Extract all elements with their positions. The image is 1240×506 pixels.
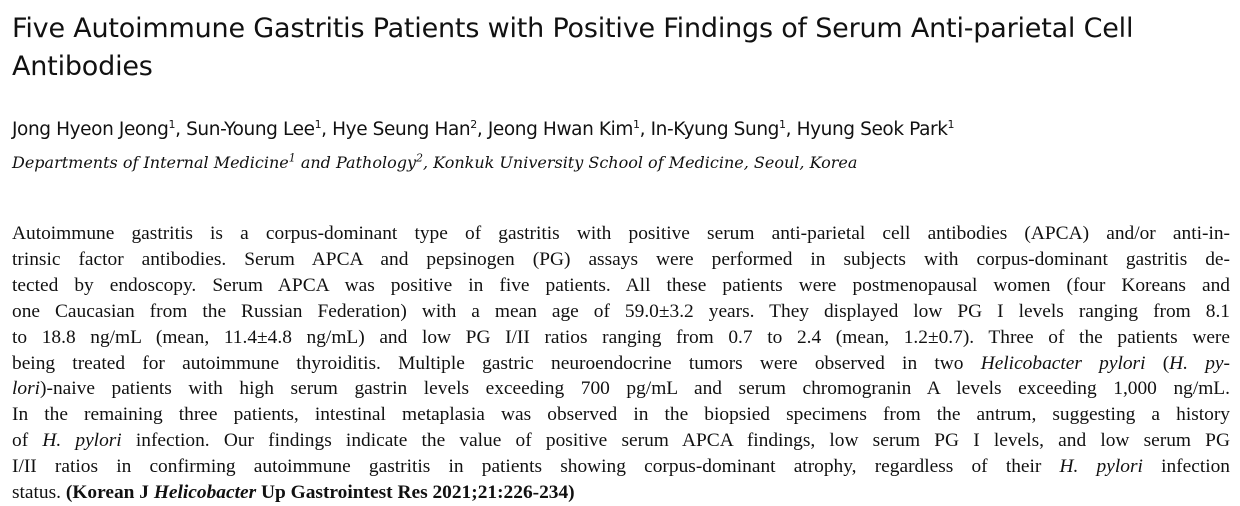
affiliation-line: Departments of Internal Medicine$^1$ and Pathology$^2$, Konkuk University School of Medicine, Seoul, Korea (12, 151, 858, 172)
abstract-line (12, 480, 1230, 506)
citation-text: Helicobacter (153, 482, 257, 504)
abstract-line (12, 247, 1230, 273)
abstract-line (12, 376, 1230, 402)
affiliation-marker: 1 (314, 117, 322, 131)
author-list: Jong Hyeon Jeong$^1$, Sun-Young Lee$^1$, Hye Seung Han$^2$, Jeong Hwan Kim$^1$, In-Kyung Sung$^1$, Hyung Seok Park$^1$ (12, 117, 955, 140)
abstract-line (12, 221, 1230, 247)
abstract-line (12, 325, 1230, 351)
abstract-text: I/II ratios in confirming autoimmune gastritis in patients showing corpus-dominant atrophy, regardless of their (12, 456, 1060, 478)
abstract-text: infection (1142, 456, 1230, 478)
italic-term: H. pylori (42, 430, 122, 452)
citation-text: (Korean J (65, 482, 154, 504)
abstract-line (12, 402, 1230, 428)
abstract-text: tected by endoscopy. Serum APCA was positive in five patients. All these patients were postmenopausal women (four Koreans and (12, 274, 1230, 296)
italic-term: lori (12, 378, 41, 400)
abstract-text: In the remaining three patients, intestinal metaplasia was observed in the biopsied specimens from the antrum, suggesting a history (12, 404, 1230, 426)
italic-term: Helicobacter pylori (980, 352, 1146, 374)
author-name: Sun-Young Lee (186, 119, 315, 140)
affiliation-marker: 1 (779, 117, 786, 131)
affiliation-marker: 2 (470, 117, 477, 131)
author-name: Hye Seung Han (332, 119, 471, 140)
abstract-text: Autoimmune gastritis is a corpus-dominant type of gastritis with positive serum anti-parietal cell antibodies (APCA) and/or anti-in- (12, 223, 1230, 244)
abstract-text: infection. Our findings indicate the value of positive serum APCA findings, low serum PG I levels, and low serum PG (121, 430, 1230, 452)
author-name: Hyung Seok Park (796, 119, 948, 140)
article-title: Five Autoimmune Gastritis Patients with Positive Findings of Serum Anti-parietal Cell Antibodies (12, 13, 1134, 82)
abstract-line (12, 454, 1230, 480)
abstract-line (12, 299, 1230, 325)
affiliation-marker: 1 (168, 117, 176, 131)
abstract-text: )-naive patients with high serum gastrin levels exceeding 700 pg/mL and serum chromogranin A levels exceeding 1,000 ng/mL. (40, 378, 1230, 400)
citation-text: Up Gastrointest Res 2021;21:226-234) (256, 482, 575, 504)
abstract-body (12, 221, 1230, 506)
abstract-text: being treated for autoimmune thyroiditis. Multiple gastric neuroendocrine tumors were observed in two (12, 352, 981, 374)
author-name: Jeong Hwan Kim (487, 119, 634, 140)
italic-term: H. py- (1169, 352, 1230, 374)
abstract-text: trinsic factor antibodies. Serum APCA and pepsinogen (PG) assays were performed in subjects with corpus-dominant gastritis de- (12, 248, 1230, 270)
affiliation-marker: 1 (947, 117, 955, 131)
abstract-text: status. (12, 482, 66, 504)
abstract-text: one Caucasian from the Russian Federation) with a mean age of 59.0±3.2 years. They displayed low PG I levels ranging from 8.1 (12, 300, 1230, 322)
author-name: Jong Hyeon Jeong (12, 119, 169, 140)
abstract-line (12, 428, 1230, 454)
abstract-line (12, 351, 1230, 377)
italic-term: H. pylori (1059, 456, 1143, 478)
abstract-text: of (12, 430, 43, 452)
affiliation-marker: 1 (633, 117, 640, 131)
abstract-text: to 18.8 ng/mL (mean, 11.4±4.8 ng/mL) and low PG I/II ratios ranging from 0.7 to 2.4 (mean, 1.2±0.7). Three of the patients were (12, 326, 1230, 348)
author-name: In-Kyung Sung (650, 119, 779, 140)
abstract-line (12, 273, 1230, 299)
abstract-text: ( (1145, 352, 1170, 374)
